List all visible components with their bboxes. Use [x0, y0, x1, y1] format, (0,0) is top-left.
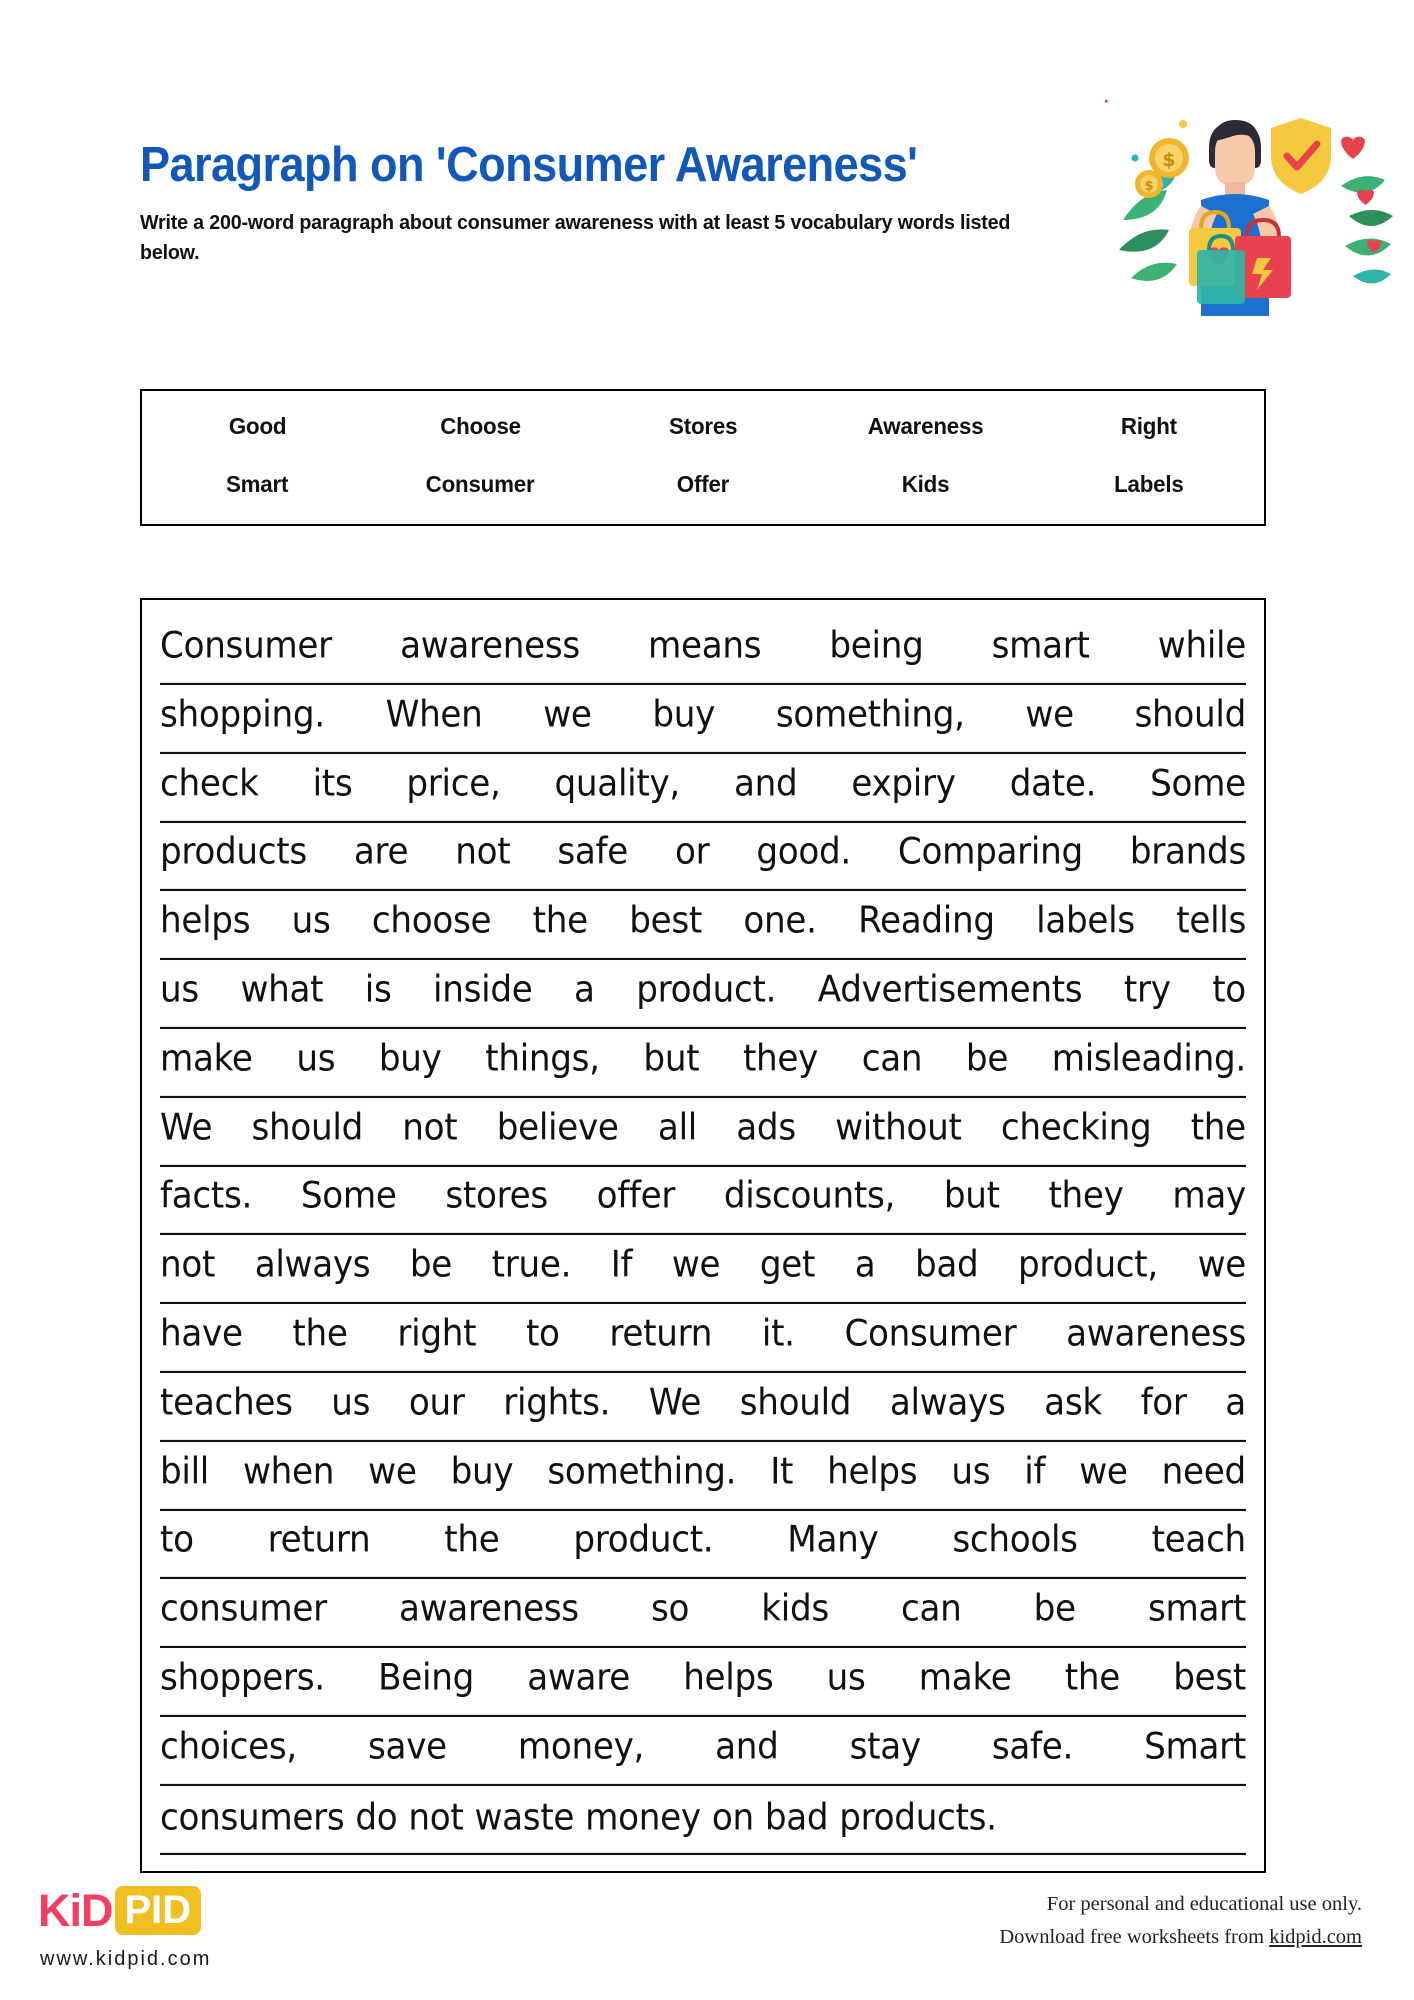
paragraph-word: choices, [160, 1725, 297, 1768]
paragraph-word: buy [450, 1450, 514, 1493]
paragraph-word: should [251, 1106, 363, 1149]
logo-kid-text: KiD [38, 1885, 113, 1936]
paragraph-word: Consumer [160, 624, 332, 667]
paragraph-word: return [609, 1312, 713, 1355]
paragraph-line [160, 956, 1246, 1029]
paragraph-word: make [918, 1656, 1012, 1699]
paragraph-line [160, 681, 1246, 754]
paragraph-word: brands [1129, 830, 1246, 874]
paragraph-word: buy [652, 693, 716, 736]
logo-pid-text: PID [124, 1888, 192, 1932]
paragraph-word: without [835, 1106, 962, 1149]
paragraph-word: Some [1150, 762, 1246, 805]
kidpid-logo [38, 1886, 201, 1935]
credit-text [999, 1888, 1362, 1954]
paragraph-word: consumers [160, 1796, 345, 1839]
svg-text:$: $ [1144, 179, 1154, 194]
paragraph-word: smart [991, 624, 1090, 667]
paragraph-word: the [444, 1518, 500, 1562]
paragraph-word: bad [914, 1243, 979, 1287]
paragraph-word: and [733, 762, 798, 805]
paragraph-word: Many [787, 1518, 879, 1562]
paragraph-word: not [160, 1243, 216, 1287]
paragraph-word: best [1173, 1656, 1246, 1699]
paragraph-word: awareness [399, 1587, 579, 1631]
paragraph-word: return [267, 1518, 371, 1562]
paragraph-word: but [643, 1037, 700, 1080]
vocab-word: Right [1120, 412, 1177, 439]
paragraph-word: stay [849, 1725, 921, 1768]
paragraph-word: save [368, 1725, 447, 1768]
paragraph-word: to [1212, 968, 1246, 1011]
paragraph-line [160, 1506, 1246, 1579]
vocab-word: Awareness [867, 412, 984, 439]
paragraph-word: When [385, 693, 483, 736]
paragraph-word: need [1161, 1450, 1246, 1493]
paragraph-word: us [291, 899, 331, 943]
vocab-word: Offer [676, 471, 730, 498]
paragraph-word: we [671, 1243, 721, 1287]
paragraph-word: right [397, 1312, 477, 1355]
paragraph-word: can [861, 1037, 923, 1080]
paragraph-word: expiry [851, 762, 956, 805]
paragraph-word: choose [371, 899, 492, 943]
logo-website-url: www.kidpid.com [40, 1948, 212, 1970]
paragraph-word: awareness [1066, 1312, 1246, 1355]
paragraph-word: be [1033, 1587, 1076, 1631]
paragraph-word: us [331, 1381, 371, 1424]
paragraph-word: not [402, 1106, 458, 1149]
paragraph-word: We [648, 1381, 702, 1424]
paragraph-word: buy [378, 1037, 442, 1080]
paragraph-line [160, 1781, 1246, 1854]
paragraph-word: a [1225, 1381, 1246, 1424]
paragraph-word: all [657, 1106, 697, 1149]
paragraph-word: not [408, 1796, 464, 1839]
paragraph-word: a [574, 968, 595, 1011]
paragraph-word: something. [547, 1450, 737, 1493]
paragraph-word: so [650, 1587, 690, 1631]
paragraph-line [160, 887, 1246, 960]
paragraph-word: bill [160, 1450, 209, 1493]
paragraph-word: helps [827, 1450, 918, 1493]
vocabulary-word-bank [140, 389, 1266, 526]
worksheet-instructions: Write a 200-word paragraph about consumer awareness with at least 5 vocabulary words listed below. [140, 210, 1011, 265]
vocabulary-grid [142, 391, 1264, 524]
vocab-word: Consumer [425, 471, 535, 498]
paragraph-word: helps [683, 1656, 774, 1699]
paragraph-word: be [965, 1037, 1009, 1080]
paragraph-word: products. [839, 1796, 997, 1839]
heart-icon-group [1341, 137, 1381, 253]
paragraph-word: quality, [554, 762, 680, 805]
paragraph-line [160, 1231, 1246, 1304]
paragraph-word: to [160, 1518, 194, 1562]
paragraph-word: waste [474, 1796, 575, 1839]
paragraph-word: aware [527, 1656, 630, 1699]
paragraph-word: means [648, 624, 762, 667]
paragraph-word: we [543, 693, 592, 736]
paragraph-word: is [364, 968, 392, 1011]
paragraph-word: helps [160, 899, 251, 943]
paragraph-word: its [312, 762, 353, 805]
shield-check-icon [1271, 118, 1331, 194]
paragraph-line [160, 818, 1246, 891]
vocab-word: Choose [439, 412, 521, 439]
paragraph-word: us [826, 1656, 866, 1699]
paragraph-line [160, 1369, 1246, 1442]
paragraph-line [160, 1575, 1246, 1648]
paragraph-word: believe [496, 1106, 619, 1149]
paragraph-word: Consumer [844, 1312, 1017, 1355]
paragraph-word: Comparing [897, 830, 1083, 874]
paragraph-word: inside [433, 968, 533, 1011]
paragraph-word: offer [596, 1174, 676, 1218]
paragraph-word: are [353, 830, 409, 874]
paragraph-word: ask [1044, 1381, 1102, 1424]
vocab-word: Labels [1113, 471, 1184, 498]
paragraph-word: we [1197, 1243, 1246, 1287]
paragraph-word: our [408, 1381, 465, 1424]
paragraph-line [160, 612, 1246, 685]
paragraph-line [160, 1437, 1246, 1510]
paragraph-word: awareness [400, 624, 580, 667]
paragraph-line [160, 1162, 1246, 1235]
paragraph-word: ads [736, 1106, 796, 1149]
paragraph-word: tells [1176, 899, 1246, 943]
paragraph-word: shoppers. [160, 1656, 325, 1699]
paragraph-word: teach [1151, 1518, 1246, 1562]
paragraph-word: get [759, 1243, 816, 1287]
paragraph-word: when [243, 1450, 335, 1493]
paragraph-word: checking [1000, 1106, 1152, 1149]
paragraph-word: money [585, 1796, 701, 1839]
paragraph-word: we [1025, 693, 1074, 736]
paragraph-word: us [296, 1037, 336, 1080]
paragraph-line [160, 749, 1246, 822]
page-footer [0, 1878, 1414, 2000]
paragraph-word: safe [557, 830, 628, 874]
paragraph-word: on [711, 1796, 754, 1839]
paragraph-word: safe. [991, 1725, 1074, 1768]
paragraph-word: kids [761, 1587, 829, 1631]
paragraph-word: product. [573, 1518, 714, 1562]
paragraph-word: product. [636, 968, 777, 1011]
paragraph-word: a [854, 1243, 876, 1287]
paragraph-word: things, [485, 1037, 600, 1080]
vocab-word: Good [228, 412, 287, 439]
vocab-word: Smart [226, 471, 289, 498]
kidpid-link[interactable]: kidpid.com [1269, 1926, 1362, 1949]
logo-pid-badge [115, 1886, 202, 1935]
paragraph-word: rights. [503, 1381, 611, 1424]
paragraph-word: smart [1147, 1587, 1246, 1631]
paragraph-word: be [409, 1243, 453, 1287]
paragraph-word: and [715, 1725, 779, 1768]
paragraph-word: true. [491, 1243, 572, 1287]
paragraph-word: they [1048, 1174, 1124, 1218]
paragraph-word: bad [764, 1796, 829, 1839]
paragraph-word: we [1079, 1450, 1128, 1493]
paragraph-word: products [160, 830, 307, 874]
paragraph-word: Smart [1144, 1725, 1246, 1768]
paragraph-word: facts. [160, 1174, 253, 1218]
paragraph-word: if [1024, 1450, 1046, 1493]
paragraph-word: they [742, 1037, 819, 1080]
credit-line-2-prefix: Download free worksheets from [999, 1926, 1270, 1949]
paragraph-word: it. [761, 1312, 795, 1355]
paragraph-word: misleading. [1051, 1037, 1246, 1080]
paragraph-word: something, [775, 693, 965, 736]
paragraph-word: what [240, 968, 324, 1011]
paragraph-word: not [455, 830, 511, 874]
paragraph-word: teaches [160, 1381, 293, 1424]
paragraph-word: discounts, [723, 1174, 896, 1218]
paragraph-word: we [368, 1450, 417, 1493]
paragraph-lines [142, 600, 1264, 1854]
paragraph-word: can [901, 1587, 962, 1631]
paragraph-word: the [1064, 1656, 1120, 1699]
paragraph-line [160, 1713, 1246, 1786]
paragraph-word: Advertisements [817, 968, 1083, 1011]
paragraph-word: the [292, 1312, 348, 1355]
vocab-word: Kids [902, 471, 950, 498]
paragraph-word: make [160, 1037, 253, 1080]
paragraph-word: good. [756, 830, 851, 874]
paragraph-word: or [674, 830, 710, 874]
paragraph-word: have [160, 1312, 243, 1355]
paragraph-word: being [829, 624, 924, 667]
paragraph-word: always [254, 1243, 371, 1287]
paragraph-word: It [770, 1450, 794, 1493]
paragraph-word: try [1123, 968, 1171, 1011]
paragraph-line [160, 1025, 1246, 1098]
consumer-shopping-illustration [1105, 100, 1395, 330]
paragraph-word: us [160, 968, 199, 1011]
paragraph-answer-area[interactable] [140, 598, 1266, 1873]
paragraph-word: Being [378, 1656, 474, 1699]
paragraph-word: shopping. [160, 693, 325, 736]
paragraph-word: stores [445, 1174, 548, 1218]
credit-line-2 [999, 1921, 1362, 1954]
paragraph-word: product, [1018, 1243, 1158, 1287]
paragraph-word: do [355, 1796, 398, 1839]
paragraph-word: us [951, 1450, 991, 1493]
paragraph-word: the [532, 899, 588, 943]
paragraph-word: price, [406, 762, 501, 805]
paragraph-word: Some [300, 1174, 397, 1218]
paragraph-word: If [610, 1243, 633, 1287]
paragraph-word: may [1172, 1174, 1246, 1218]
paragraph-word: money, [517, 1725, 645, 1768]
paragraph-word: should [1134, 693, 1246, 736]
paragraph-line [160, 1300, 1246, 1373]
page-title: Paragraph on 'Consumer Awareness' [140, 138, 918, 192]
paragraph-word: always [889, 1381, 1006, 1424]
paragraph-word: to [525, 1312, 560, 1355]
paragraph-word: date. [1009, 762, 1097, 805]
paragraph-word: should [739, 1381, 852, 1424]
credit-line-1: For personal and educational use only. [1046, 1893, 1362, 1915]
paragraph-word: for [1140, 1381, 1187, 1424]
paragraph-word: while [1157, 624, 1246, 667]
paragraph-word: one. [743, 899, 817, 943]
paragraph-word: Reading [858, 899, 995, 943]
coin-icon-group [1135, 138, 1189, 198]
paragraph-word: check [160, 762, 259, 805]
svg-text:$: $ [1162, 149, 1176, 171]
paragraph-line [160, 1093, 1246, 1166]
vocab-word: Stores [668, 412, 738, 439]
paragraph-word: consumer [160, 1587, 327, 1631]
paragraph-line [160, 1644, 1246, 1717]
paragraph-word: We [160, 1106, 213, 1149]
paragraph-word: but [943, 1174, 1000, 1218]
paragraph-word: best [629, 899, 702, 943]
paragraph-word: labels [1036, 899, 1135, 943]
paragraph-word: schools [952, 1518, 1078, 1562]
paragraph-word: the [1190, 1106, 1246, 1149]
